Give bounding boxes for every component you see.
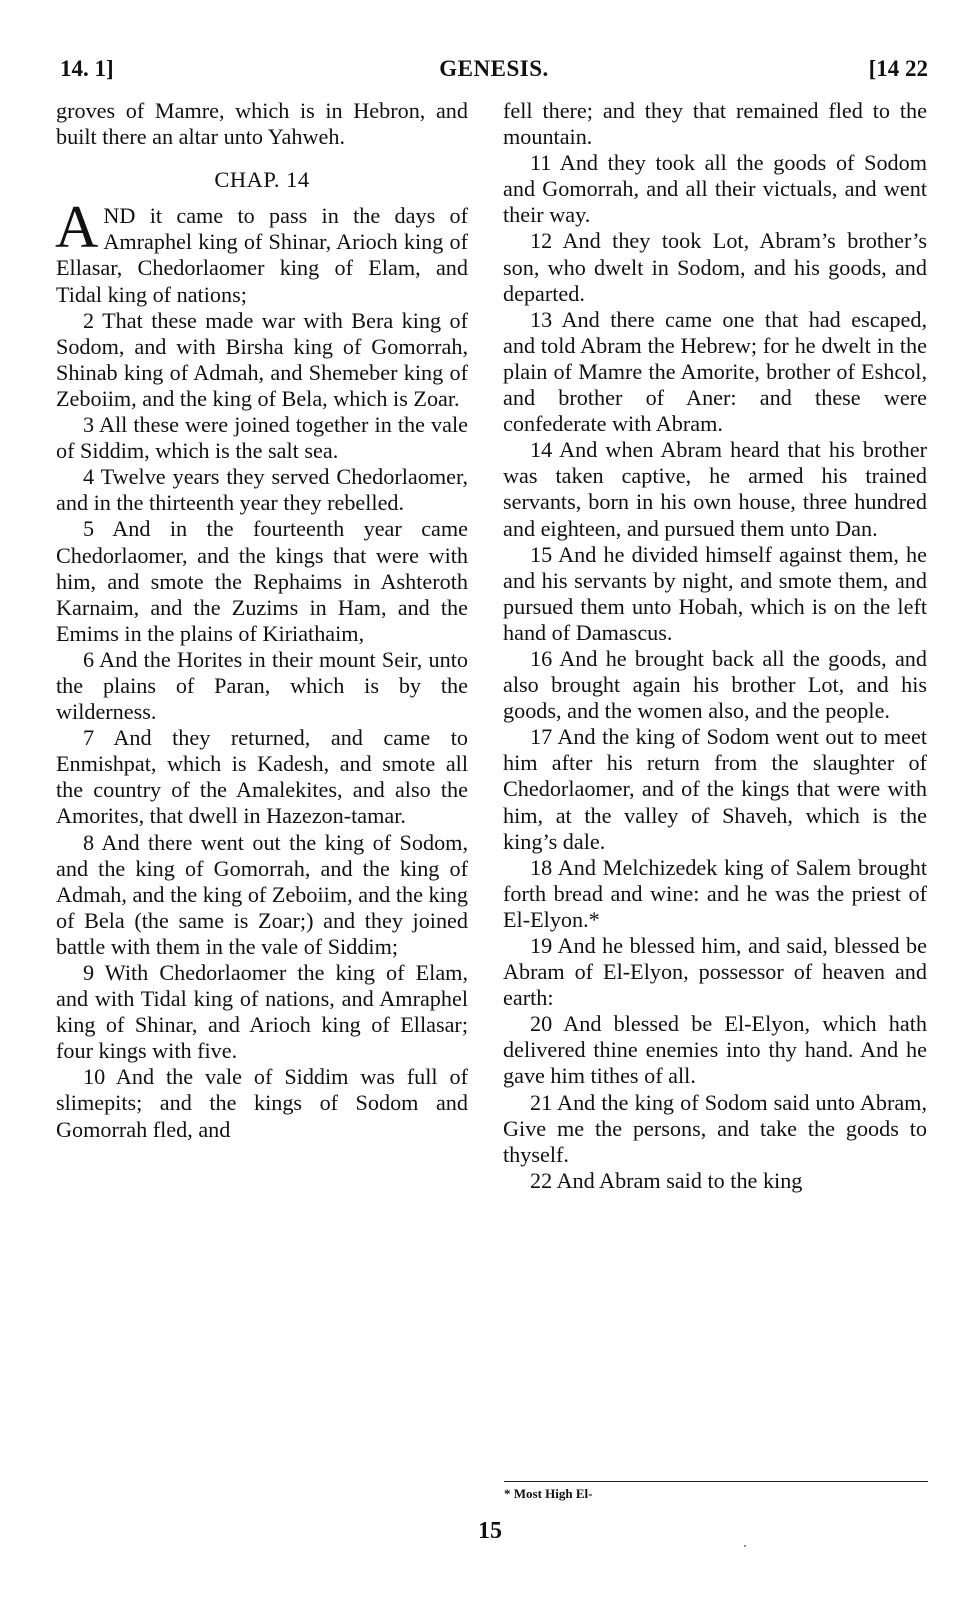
opening-continuation: groves of Mamre, which is in Hebron, and built there an altar unto Yahweh. xyxy=(56,98,468,150)
right-column xyxy=(503,98,927,1194)
verse-22: 22 And Abram said to the king xyxy=(530,1167,803,1193)
verse-5: 5 And in the fourteenth year came Chedorlaomer, and the kings that were with him, and smote the Rephaims in Ashteroth Karnaim, and the Zuzims in Ham, and the Emims in the plains of Kiriathaim, xyxy=(56,516,468,646)
verse-18: 18 And Melchizedek king of Salem brought forth bread and wine: and he was the priest of El-Elyon.* xyxy=(503,854,927,932)
verse-15: 15 And he divided himself against them, he and his servants by night, and smote them, and pursued them unto Hobah, which is on the left hand of Damascus. xyxy=(503,541,927,645)
verse-17: 17 And the king of Sodom went out to meet him after his return from the slaughter of Chedorlaomer, and of the kings that were with him, at the valley of Shaveh, which is the king’s dale. xyxy=(503,724,927,854)
verse-10: 10 And the vale of Siddim was full of slimepits; and the kings of Sodom and Gomorrah fled, and xyxy=(56,1064,468,1142)
verse-3: 3 All these were joined together in the vale of Siddim, which is the salt sea. xyxy=(56,412,468,464)
verse-1 xyxy=(55,194,468,307)
verse-14: 14 And when Abram heard that his brother was taken captive, he armed his trained servants, born in his own house, three hundred and eighteen, and pursued them unto Dan. xyxy=(503,437,927,541)
drop-cap-initial: A xyxy=(55,194,99,261)
verse-13: 13 And there came one that had escaped, and told Abram the Hebrew; for he dwelt in the plain of Mamre the Amorite, brother of Eshcol, and brother of Aner: and these were confederate with Abram. xyxy=(503,306,927,437)
page-number: 15 xyxy=(478,1518,502,1544)
verse-16: 16 And he brought back all the goods, and also brought again his brother Lot, and his goods, and the women also, and the people. xyxy=(503,645,927,724)
verse-6: 6 And the Horites in their mount Seir, unto the plains of Paran, which is by the wilderness. xyxy=(56,646,468,725)
left-column xyxy=(56,98,468,1143)
verse-7: 7 And they returned, and came to Enmishpat, which is Kadesh, and smote all the country of the Amalekites, and also the Amorites, that dwell in Hazezon-tamar. xyxy=(56,725,468,829)
chapter-heading: CHAP. 14 xyxy=(214,167,310,193)
header-book-title: GENESIS. xyxy=(439,56,549,81)
print-speck xyxy=(744,1545,746,1547)
verse-11: 11 And they took all the goods of Sodom and Gomorrah, and all their victuals, and went their way. xyxy=(503,150,927,228)
verse-2: 2 That these made war with Bera king of Sodom, and with Birsha king of Gomorrah, Shinab king of Admah, and Shemeber king of Zeboiim, and the king of Bela, which is Zoar. xyxy=(56,307,468,411)
verse-20: 20 And blessed be El-Elyon, which hath delivered thine enemies into thy hand. And he gave him tithes of all. xyxy=(503,1011,927,1089)
verse-12: 12 And they took Lot, Abram’s brother’s son, who dwelt in Sodom, and his goods, and departed. xyxy=(503,228,927,306)
verse-4: 4 Twelve years they served Chedorlaomer, and in the thirteenth year they rebelled. xyxy=(56,464,468,516)
footnote-divider xyxy=(504,1481,928,1482)
header-right-reference: [14 22 xyxy=(868,56,928,81)
running-header xyxy=(60,56,928,90)
right-opening-continuation: fell there; and they that remained fled to the mountain. xyxy=(503,98,927,150)
verse-21: 21 And the king of Sodom said unto Abram, Give me the persons, and take the goods to thyself. xyxy=(503,1089,927,1167)
verse-8: 8 And there went out the king of Sodom, and the king of Gomorrah, and the king of Admah, and the king of Zeboiim, and the king of Bela (the same is Zoar;) and they joined battle with them in the vale of Siddim; xyxy=(56,829,468,959)
verse-9: 9 With Chedorlaomer the king of Elam, and with Tidal king of nations, and Amraphel king of Shinar, and Arioch king of Ellasar; four kings with five. xyxy=(56,960,468,1064)
verse-1-text: ND it came to pass in the days of Amraphel king of Shinar, Arioch king of Ellasar, Chedorlaomer king of Elam, and Tidal king of nations; xyxy=(56,203,468,307)
footnote: * Most High El- xyxy=(504,1486,593,1501)
verse-19: 19 And he blessed him, and said, blessed be Abram of El-Elyon, possessor of heaven and earth: xyxy=(503,933,927,1011)
header-left-reference: 14. 1] xyxy=(60,56,114,81)
